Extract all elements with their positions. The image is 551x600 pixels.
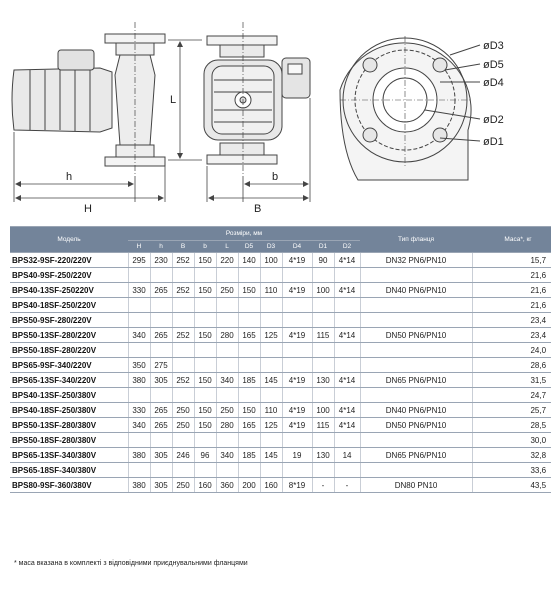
- dim-cell: [260, 388, 282, 403]
- dim-cell: [282, 268, 312, 283]
- dim-cell: [282, 313, 312, 328]
- dim-cell: [312, 298, 334, 313]
- dim-cell: [334, 358, 360, 373]
- table-row: [10, 328, 551, 343]
- dim-cell: [194, 298, 216, 313]
- header-col: L: [216, 241, 238, 253]
- dim-cell: 90: [312, 253, 334, 268]
- dim-cell: 150: [194, 373, 216, 388]
- dim-cell: [260, 343, 282, 358]
- model-cell: BPS65-13SF-340/380V: [10, 448, 128, 463]
- dim-cell: 130: [312, 373, 334, 388]
- dim-cell: [312, 463, 334, 478]
- table-row: [10, 298, 551, 313]
- dim-cell: 4*19: [282, 403, 312, 418]
- dim-cell: 330: [128, 283, 150, 298]
- dim-cell: 150: [238, 403, 260, 418]
- dim-cell: [216, 388, 238, 403]
- dim-cell: 350: [128, 358, 150, 373]
- dim-cell: [172, 298, 194, 313]
- mass-cell: 23,4: [472, 313, 551, 328]
- dim-cell: [238, 463, 260, 478]
- model-cell: BPS40-13SF-250220V: [10, 283, 128, 298]
- dim-cell: [194, 358, 216, 373]
- dim-cell: 165: [238, 328, 260, 343]
- dim-cell: 165: [238, 418, 260, 433]
- dim-cell: 185: [238, 448, 260, 463]
- dim-cell: 252: [172, 283, 194, 298]
- model-cell: BPS40-13SF-250/380V: [10, 388, 128, 403]
- dim-cell: 280: [216, 418, 238, 433]
- spec-table: [10, 226, 551, 493]
- dim-D2-label: øD2: [483, 114, 504, 126]
- model-cell: BPS80-9SF-360/380V: [10, 478, 128, 493]
- model-cell: BPS40-18SF-250/380V: [10, 403, 128, 418]
- dim-cell: [216, 298, 238, 313]
- dim-cell: [260, 313, 282, 328]
- dim-cell: [172, 358, 194, 373]
- dim-cell: 4*19: [282, 328, 312, 343]
- dim-cell: [334, 268, 360, 283]
- dim-cell: [312, 388, 334, 403]
- dim-cell: [216, 358, 238, 373]
- header-col: D2: [334, 241, 360, 253]
- dim-cell: [216, 313, 238, 328]
- flange-cell: [360, 463, 472, 478]
- table-row: [10, 253, 551, 268]
- dim-cell: 340: [216, 373, 238, 388]
- dim-cell: [172, 388, 194, 403]
- dim-L-label: L: [170, 94, 177, 106]
- dim-cell: 4*19: [282, 253, 312, 268]
- dim-cell: 265: [150, 283, 172, 298]
- dim-cell: [238, 343, 260, 358]
- dim-cell: [216, 463, 238, 478]
- dim-cell: [194, 433, 216, 448]
- dim-cell: 110: [260, 403, 282, 418]
- side-view: [12, 22, 165, 176]
- dim-cell: [334, 463, 360, 478]
- dim-cell: [128, 463, 150, 478]
- dim-cell: 140: [238, 253, 260, 268]
- dim-cell: 4*19: [282, 418, 312, 433]
- dim-cell: 4*14: [334, 253, 360, 268]
- table-row: [10, 373, 551, 388]
- flange-cell: DN40 PN6/PN10: [360, 403, 472, 418]
- dim-D1-label: øD1: [483, 136, 504, 148]
- flange-cell: DN65 PN6/PN10: [360, 373, 472, 388]
- dim-cell: 145: [260, 373, 282, 388]
- dim-cell: [128, 298, 150, 313]
- flange-view: [340, 36, 480, 180]
- table-row: [10, 283, 551, 298]
- table-row: [10, 403, 551, 418]
- dim-cell: 4*19: [282, 283, 312, 298]
- dim-cell: 150: [194, 283, 216, 298]
- dim-cell: [216, 268, 238, 283]
- model-cell: BPS65-13SF-340/220V: [10, 373, 128, 388]
- dim-cell: [150, 268, 172, 283]
- mass-cell: 21,6: [472, 298, 551, 313]
- dim-cell: [312, 343, 334, 358]
- header-dims: Розміри, мм: [128, 227, 360, 241]
- dim-cell: 360: [216, 478, 238, 493]
- dim-cell: [172, 343, 194, 358]
- dim-cell: [282, 343, 312, 358]
- table-row: [10, 268, 551, 283]
- dim-cell: [238, 298, 260, 313]
- dim-cell: [150, 313, 172, 328]
- table-row: [10, 313, 551, 328]
- model-cell: BPS50-13SF-280/220V: [10, 328, 128, 343]
- dim-cell: [128, 433, 150, 448]
- mass-cell: 15,7: [472, 253, 551, 268]
- dim-cell: 200: [238, 478, 260, 493]
- dim-cell: [194, 463, 216, 478]
- mass-cell: 21,6: [472, 283, 551, 298]
- dim-cell: [260, 433, 282, 448]
- header-col: b: [194, 241, 216, 253]
- dim-cell: [194, 343, 216, 358]
- flange-cell: [360, 358, 472, 373]
- dim-b-label: b: [272, 171, 279, 183]
- flange-cell: [360, 313, 472, 328]
- dim-cell: 4*14: [334, 373, 360, 388]
- mass-cell: 24,0: [472, 343, 551, 358]
- dim-cell: 230: [150, 253, 172, 268]
- dim-h-label: h: [66, 171, 73, 183]
- dim-cell: 246: [172, 448, 194, 463]
- dim-H-label: H: [84, 203, 92, 215]
- flange-cell: [360, 298, 472, 313]
- dim-cell: 150: [194, 403, 216, 418]
- dim-cell: 305: [150, 373, 172, 388]
- flange-cell: DN50 PN6/PN10: [360, 418, 472, 433]
- flange-cell: DN50 PN6/PN10: [360, 328, 472, 343]
- dim-cell: 252: [172, 253, 194, 268]
- dim-cell: [238, 358, 260, 373]
- dim-cell: 100: [312, 283, 334, 298]
- dim-cell: [238, 388, 260, 403]
- dim-cell: 265: [150, 403, 172, 418]
- dim-cell: 160: [260, 478, 282, 493]
- mass-cell: 23,4: [472, 328, 551, 343]
- dim-cell: 340: [216, 448, 238, 463]
- dim-cell: 250: [216, 283, 238, 298]
- mass-cell: 30,0: [472, 433, 551, 448]
- dim-cell: 250: [216, 403, 238, 418]
- dim-cell: 250: [172, 403, 194, 418]
- mass-cell: 43,5: [472, 478, 551, 493]
- dim-cell: [172, 463, 194, 478]
- dim-cell: [194, 313, 216, 328]
- flange-cell: [360, 388, 472, 403]
- table-row: [10, 388, 551, 403]
- flange-cell: DN40 PN6/PN10: [360, 283, 472, 298]
- dim-cell: [312, 358, 334, 373]
- dim-D3-label: øD3: [483, 40, 504, 52]
- dim-cell: 250: [172, 418, 194, 433]
- dim-cell: 380: [128, 448, 150, 463]
- dim-cell: [194, 388, 216, 403]
- dim-cell: [128, 313, 150, 328]
- dim-cell: [128, 388, 150, 403]
- dim-cell: 295: [128, 253, 150, 268]
- mass-cell: 21,6: [472, 268, 551, 283]
- model-cell: BPS65-18SF-340/380V: [10, 463, 128, 478]
- dim-cell: 125: [260, 418, 282, 433]
- dim-cell: [238, 433, 260, 448]
- dim-cell: [128, 343, 150, 358]
- flange-cell: [360, 343, 472, 358]
- dim-cell: 150: [194, 418, 216, 433]
- mass-cell: 28,6: [472, 358, 551, 373]
- mass-cell: 33,6: [472, 463, 551, 478]
- table-row: [10, 358, 551, 373]
- dim-cell: 19: [282, 448, 312, 463]
- dim-cell: [216, 433, 238, 448]
- dim-cell: [260, 358, 282, 373]
- dim-cell: 110: [260, 283, 282, 298]
- flange-cell: DN65 PN6/PN10: [360, 448, 472, 463]
- dim-cell: 265: [150, 328, 172, 343]
- dim-cell: 305: [150, 478, 172, 493]
- dim-cell: 14: [334, 448, 360, 463]
- dim-cell: 115: [312, 418, 334, 433]
- dim-cell: [260, 268, 282, 283]
- header-col: h: [150, 241, 172, 253]
- dim-cell: 96: [194, 448, 216, 463]
- table-row: [10, 463, 551, 478]
- dim-cell: [150, 388, 172, 403]
- dim-cell: 340: [128, 418, 150, 433]
- table-row: [10, 418, 551, 433]
- header-flange: Тип фланця: [360, 227, 472, 253]
- dim-cell: [150, 433, 172, 448]
- dim-cell: [334, 313, 360, 328]
- dim-cell: 380: [128, 478, 150, 493]
- dim-D4-label: øD4: [483, 77, 504, 89]
- table-row: [10, 478, 551, 493]
- model-cell: BPS40-18SF-250/220V: [10, 298, 128, 313]
- mass-cell: 32,8: [472, 448, 551, 463]
- dim-cell: [334, 433, 360, 448]
- mass-cell: 24,7: [472, 388, 551, 403]
- dim-cell: 305: [150, 448, 172, 463]
- dim-cell: [282, 463, 312, 478]
- dim-cell: [334, 343, 360, 358]
- model-cell: BPS65-9SF-340/220V: [10, 358, 128, 373]
- dim-cell: [128, 268, 150, 283]
- dim-cell: 185: [238, 373, 260, 388]
- header-col: D5: [238, 241, 260, 253]
- flange-cell: DN32 PN6/PN10: [360, 253, 472, 268]
- header-col: D3: [260, 241, 282, 253]
- dim-B-label: B: [254, 203, 262, 215]
- dim-cell: [216, 343, 238, 358]
- dim-cell: 160: [194, 478, 216, 493]
- dim-cell: 4*14: [334, 283, 360, 298]
- dim-cell: -: [312, 478, 334, 493]
- header-mass: Маса*, кг: [472, 227, 551, 253]
- dim-cell: [238, 268, 260, 283]
- dim-cell: [172, 268, 194, 283]
- model-cell: BPS40-9SF-250/220V: [10, 268, 128, 283]
- table-row: [10, 343, 551, 358]
- dim-cell: 100: [312, 403, 334, 418]
- dim-cell: 125: [260, 328, 282, 343]
- dim-cell: 220: [216, 253, 238, 268]
- dim-cell: [172, 433, 194, 448]
- dim-cell: [312, 268, 334, 283]
- dim-cell: [260, 298, 282, 313]
- dim-cell: 115: [312, 328, 334, 343]
- dim-cell: 4*14: [334, 403, 360, 418]
- dim-cell: [334, 298, 360, 313]
- footnote: * маса вказана в комплекті з відповідними приєднувальними фланцями: [14, 560, 248, 567]
- dim-cell: [312, 433, 334, 448]
- flange-cell: DN80 PN10: [360, 478, 472, 493]
- dim-cell: 150: [238, 283, 260, 298]
- mass-cell: 25,7: [472, 403, 551, 418]
- dim-cell: [260, 463, 282, 478]
- dim-cell: 252: [172, 328, 194, 343]
- dim-cell: 340: [128, 328, 150, 343]
- model-cell: BPS50-9SF-280/220V: [10, 313, 128, 328]
- dim-cell: 250: [172, 478, 194, 493]
- dim-cell: [194, 268, 216, 283]
- dim-cell: [150, 463, 172, 478]
- mass-cell: 31,5: [472, 373, 551, 388]
- dim-cell: 275: [150, 358, 172, 373]
- dim-cell: [282, 433, 312, 448]
- header-col: B: [172, 241, 194, 253]
- dim-cell: [334, 388, 360, 403]
- dim-cell: 8*19: [282, 478, 312, 493]
- dim-cell: [150, 343, 172, 358]
- dim-cell: [312, 313, 334, 328]
- dim-cell: -: [334, 478, 360, 493]
- model-cell: BPS50-18SF-280/380V: [10, 433, 128, 448]
- model-cell: BPS50-18SF-280/220V: [10, 343, 128, 358]
- dim-cell: 330: [128, 403, 150, 418]
- front-view: [204, 22, 310, 176]
- header-col: D1: [312, 241, 334, 253]
- dim-cell: 280: [216, 328, 238, 343]
- dim-cell: 4*14: [334, 328, 360, 343]
- pump-drawings: [0, 0, 551, 222]
- dim-cell: 252: [172, 373, 194, 388]
- flange-cell: [360, 268, 472, 283]
- dim-D5-label: øD5: [483, 59, 504, 71]
- model-cell: BPS50-13SF-280/380V: [10, 418, 128, 433]
- table-row: [10, 433, 551, 448]
- dim-cell: 265: [150, 418, 172, 433]
- table-row: [10, 448, 551, 463]
- dim-cell: [150, 298, 172, 313]
- dim-cell: [282, 298, 312, 313]
- dim-cell: 150: [194, 328, 216, 343]
- model-cell: BPS32-9SF-220/220V: [10, 253, 128, 268]
- header-col: H: [128, 241, 150, 253]
- header-col: D4: [282, 241, 312, 253]
- header-model: Модель: [10, 227, 128, 253]
- flange-cell: [360, 433, 472, 448]
- dim-cell: 100: [260, 253, 282, 268]
- dim-cell: 4*14: [334, 418, 360, 433]
- dim-cell: 380: [128, 373, 150, 388]
- mass-cell: 28,5: [472, 418, 551, 433]
- dim-cell: 145: [260, 448, 282, 463]
- dim-cell: [282, 358, 312, 373]
- dim-cell: 150: [194, 253, 216, 268]
- dim-cell: [238, 313, 260, 328]
- dim-cell: [282, 388, 312, 403]
- dim-cell: [172, 313, 194, 328]
- dim-cell: 130: [312, 448, 334, 463]
- dim-cell: 4*19: [282, 373, 312, 388]
